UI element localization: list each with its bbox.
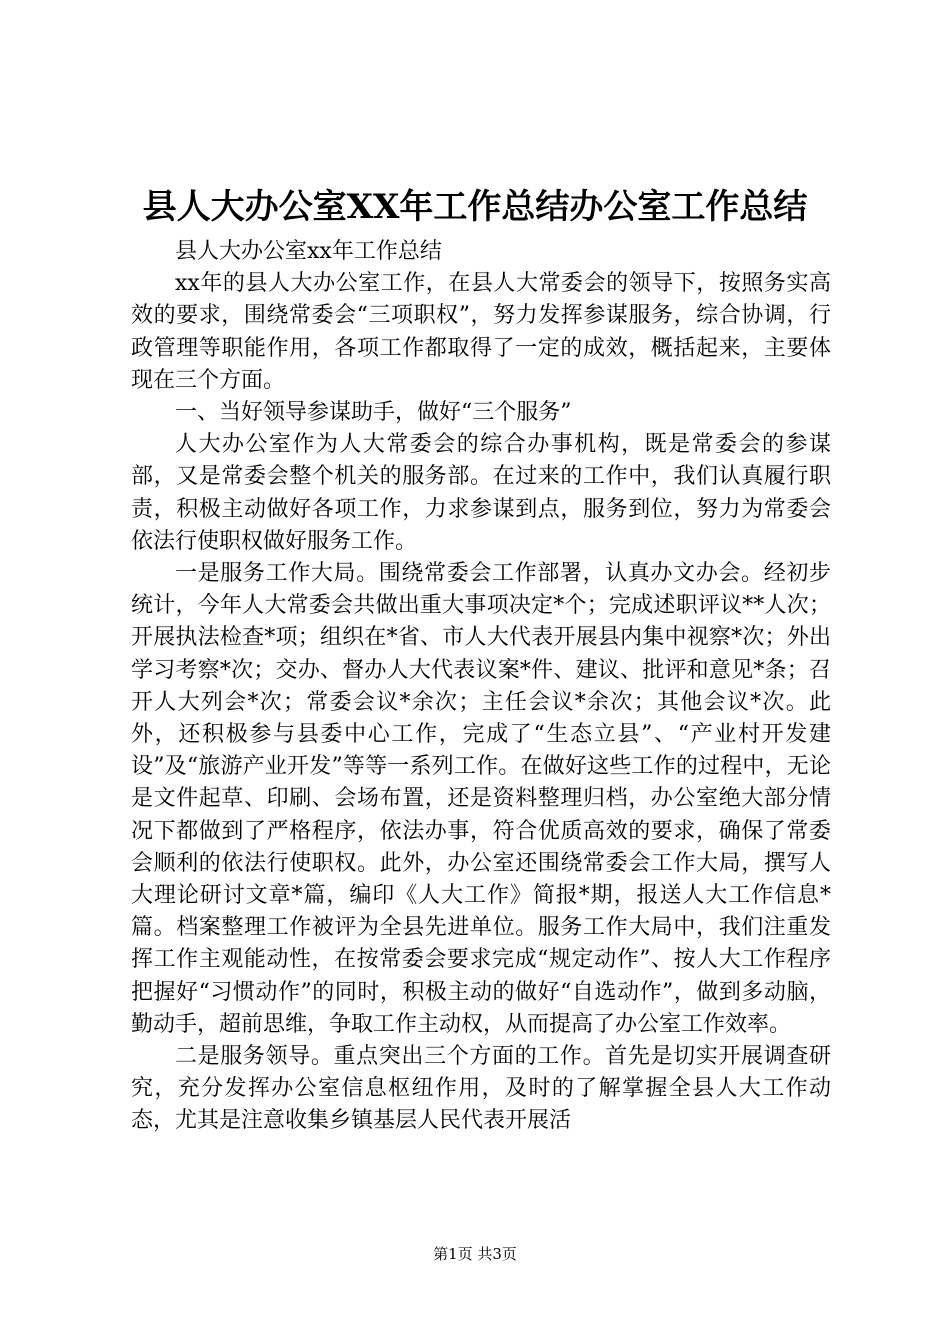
paragraph-serve-overall: 一是服务工作大局。围绕常委会工作部署，认真办文办会。经初步统计，今年人大常委会共做出重大事项决定*个；完成述职评议**人次；开展执法检查*项；组织在*省、市人大代表开展县内集中视察*次；外出学习考察*次；交办、督办人大代表议案*件、建议、批评和意见*条；召开人大列会*次；常委会议*余次；主任会议*余次；其他会议*次。此外，还积极参与县委中心工作，完成了“生态立县”、“产业村开发建设”及“旅游产业开发”等等一系列工作。在做好这些工作的过程中，无论是文件起草、印刷、会场布置，还是资料整理归档，办公室绝大部分情况下都做到了严格程序，依法办事，符合优质高效的要求，确保了常委会顺利的依法行使职权。此外，办公室还围绕常委会工作大局，撰写人大理论研讨文章*篇，编印《人大工作》简报*期，报送人大工作信息*篇。档案整理工作被评为全县先进单位。服务工作大局中，我们注重发挥工作主观能动性，在按常委会要求完成“规定动作”、按人大工作程序把握好“习惯动作”的同时，积极主动的做好“自选动作”，做到多动脑，勤动手，超前思维，争取工作主动权，从而提高了办公室工作效率。 <box>131 561 831 1037</box>
paragraph-intro: xx年的县人大办公室工作，在县人大常委会的领导下，按照务实高效的要求，围绕常委会“三项职权”，努力发挥参谋服务，综合协调，行政管理等职能作用，各项工作都取得了一定的成效，概括起来，主要体现在三个方面。 <box>131 271 831 393</box>
page-footer: 第1页 共3页 <box>433 1245 517 1263</box>
document-title: 县人大办公室XX年工作总结办公室工作总结 <box>142 187 808 227</box>
paragraph-office-role: 人大办公室作为人大常委会的综合办事机构，既是常委会的参谋部，又是常委会整个机关的服务部。在过来的工作中，我们认真履行职责，积极主动做好各项工作，力求参谋到点，服务到位，努力为常委会依法行使职权做好服务工作。 <box>131 432 831 554</box>
document-body <box>131 236 831 1138</box>
paragraph-subtitle: 县人大办公室xx年工作总结 <box>175 239 442 264</box>
paragraph-serve-leaders: 二是服务领导。重点突出三个方面的工作。首先是切实开展调查研究，充分发挥办公室信息枢纽作用，及时的了解掌握全县人大工作动态，尤其是注意收集乡镇基层人民代表开展活 <box>131 1044 831 1134</box>
section-heading-one: 一、当好领导参谋助手，做好“三个服务” <box>175 400 572 426</box>
